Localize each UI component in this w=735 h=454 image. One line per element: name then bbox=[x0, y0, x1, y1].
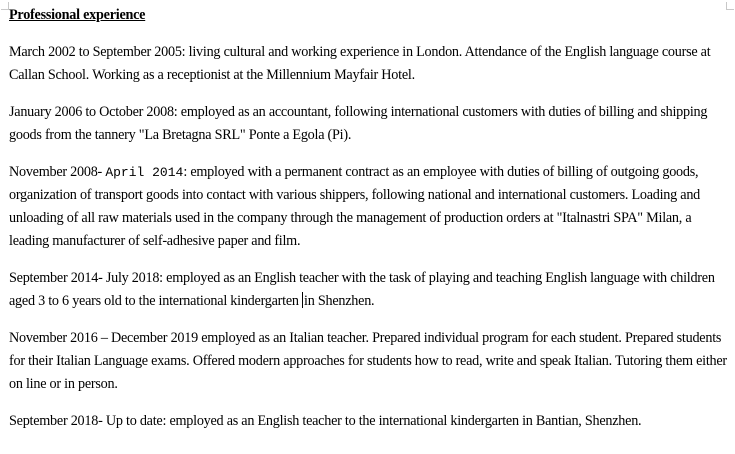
paragraph-description: : employed with a permanent contract as an employee with duties of billing of outgoing goods, organization of transport goods into contact with various shippers, following national and international customers. Loading and unloading of all raw materials used in the company through the management of production orders at "Italnastri SPA" Milan, a leading manufacturer of self-adhesive paper and film. bbox=[9, 164, 701, 249]
paragraph-text-before-caret: September 2014- July 2018: employed as an English teacher with the task of playing and teaching English language with children aged 3 to 6 years old to the international kindergarten bbox=[9, 270, 715, 309]
experience-paragraph-london: March 2002 to September 2005: living cultural and working experience in London. Attendance of the English language course at Callan School. Working as a receptionist at the Millennium Mayfair Hotel. bbox=[9, 44, 711, 83]
experience-paragraph-bantian: September 2018- Up to date: employed as an English teacher to the international kindergarten in Bantian, Shenzhen. bbox=[9, 413, 642, 429]
paragraph-date-mono: April 2014 bbox=[105, 165, 184, 180]
paragraph-date-prefix: November 2008- bbox=[9, 164, 106, 180]
page-corner-mark-left bbox=[1, 2, 9, 10]
experience-paragraph-accountant: January 2006 to October 2008: employed as an accountant, following international customers with duties of billing and shipping goods from the tannery "La Bretagna SRL" Ponte a Egola (Pi). bbox=[9, 104, 708, 143]
experience-paragraph-kindergarten bbox=[9, 267, 731, 313]
experience-paragraph-italnastri bbox=[9, 161, 731, 253]
document-body[interactable] bbox=[9, 4, 731, 447]
section-heading: Professional experience bbox=[9, 7, 146, 23]
text-cursor bbox=[302, 292, 303, 308]
paragraph-text-after-caret: in Shenzhen. bbox=[304, 293, 375, 309]
experience-paragraph-italian-teacher: November 2016 – December 2019 employed as an Italian teacher. Prepared individual program for each student. Prepared students for their Italian Language exams. Offered modern approaches for students how to read, write and speak Italian. Tutoring them either on line or in person. bbox=[9, 330, 727, 392]
